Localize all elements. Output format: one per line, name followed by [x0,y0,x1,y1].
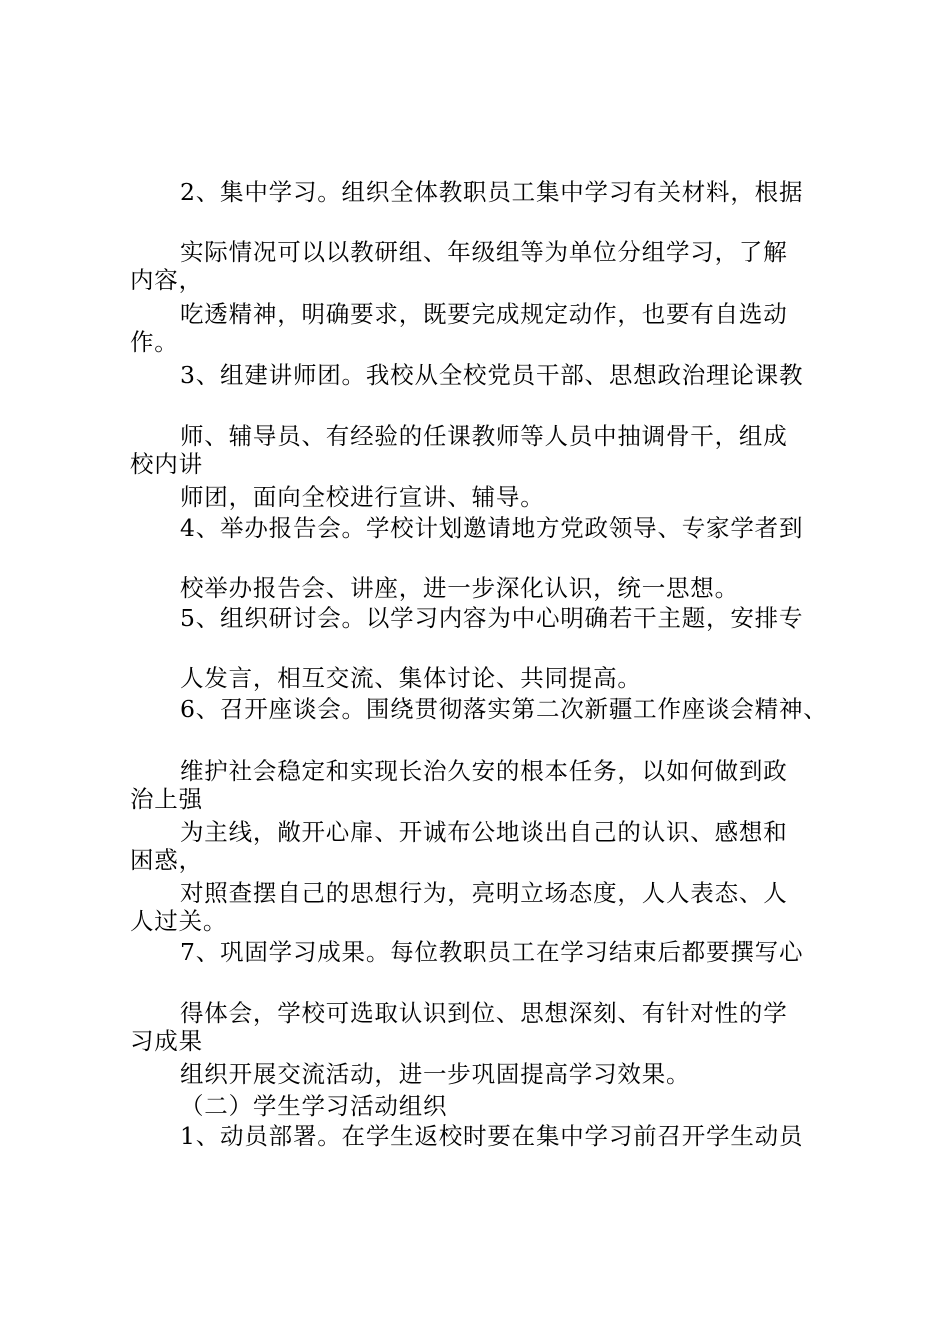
text-line: 校内讲 [130,450,203,478]
text-line: 习成果 [130,1027,203,1055]
text-line: 治上强 [130,785,203,813]
text-line: 校举办报告会、讲座，进一步深化认识，统一思想。 [180,574,739,602]
text-line: 3、组建讲师团。我校从全校党员干部、思想政治理论课教 [180,361,804,389]
text-line: 人发言，相互交流、集体讨论、共同提高。 [180,664,642,692]
text-line: 7、巩固学习成果。每位教职员工在学习结束后都要撰写心 [180,938,804,966]
text-line: 5、组织研讨会。以学习内容为中心明确若干主题，安排专 [180,604,804,632]
text-line: 维护社会稳定和实现长治久安的根本任务，以如何做到政 [180,757,788,785]
section-heading: （二）学生学习活动组织 [180,1092,448,1120]
text-line: 师、辅导员、有经验的任课教师等人员中抽调骨干，组成 [180,422,788,450]
text-line: 1、动员部署。在学生返校时要在集中学习前召开学生动员 [180,1122,804,1150]
text-line: 吃透精神，明确要求，既要完成规定动作，也要有自选动 [180,300,788,328]
text-line: 师团，面向全校进行宣讲、辅导。 [180,483,545,511]
text-line: 组织开展交流活动，进一步巩固提高学习效果。 [180,1060,691,1088]
text-line: 对照查摆自己的思想行为，亮明立场态度，人人表态、人 [180,879,788,907]
text-line: 得体会，学校可选取认识到位、思想深刻、有针对性的学 [180,999,788,1027]
text-line: 为主线，敞开心扉、开诚布公地谈出自己的认识、感想和 [180,818,788,846]
text-line: 2、集中学习。组织全体教职员工集中学习有关材料，根据 [180,178,804,206]
text-line: 困惑， [130,846,203,874]
text-line: 4、举办报告会。学校计划邀请地方党政领导、专家学者到 [180,514,804,542]
text-line: 内容， [130,266,203,294]
text-line: 6、召开座谈会。围绕贯彻落实第二次新疆工作座谈会精神、 [180,695,828,723]
text-line: 人过关。 [130,907,228,935]
text-line: 实际情况可以以教研组、年级组等为单位分组学习，了解 [180,238,788,266]
text-line: 作。 [130,328,179,356]
